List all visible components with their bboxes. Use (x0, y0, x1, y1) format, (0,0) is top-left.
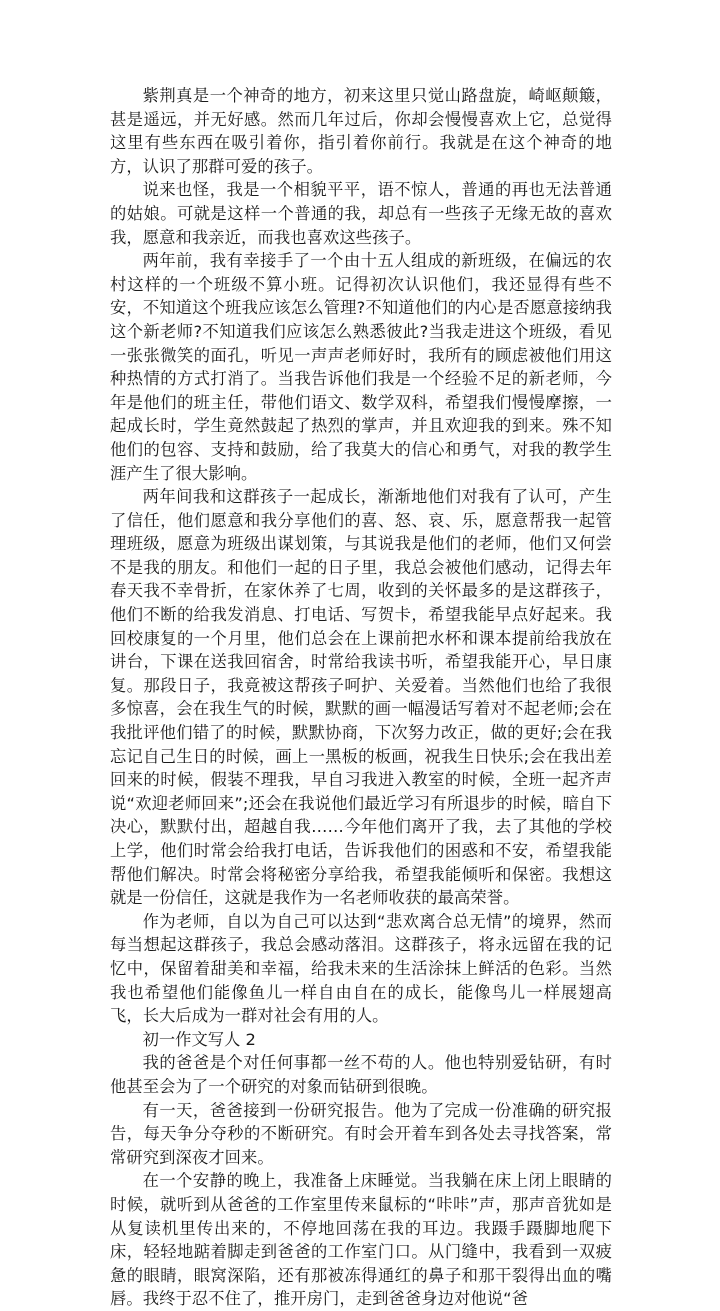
section-heading: 初一作文写人 2 (142, 1029, 256, 1049)
paragraph-4: 两年间我和这群孩子一起成长，渐渐地他们对我有了认可，产生了信任，他们愿意和我分享他们的喜、怒、哀、乐，愿意帮我一起管理班级，愿意为班级出谋划策，与其说我是他们的老师，他们又何尝不是我的朋友。和他们一起的日子里，我总会被他们感动，记得去年春天我不幸骨折，在家休养了七周，收到的关怀最多的是这群孩子，他们不断的给我发消息、打电话、写贺卡，希望我能早点好起来。我回校康复的一个月里，他们总会在上课前把水杯和课本提前给我放在讲台，下课在送我回宿舍，时常给我读书听，希望我能开心，早日康复。那段日子，我竟被这帮孩子呵护、关爱着。当然他们也给了我很多惊喜，会在我生气的时候，默默的画一幅漫话写着对不起老师;会在我批评他们错了的时候，默默协商，下次努力改正，做的更好;会在我忘记自己生日的时候，画上一黑板的板画，祝我生日快乐;会在我出差回来的时候，假装不理我，早自习我进入教室的时候，全班一起齐声说“欢迎老师回来”;还会在我说他们最近学习有所退步的时候，暗自下决心，默默付出，超越自我……今年他们离开了我，去了其他的学校上学，他们时常会给我打电话，告诉我他们的困惑和不安，希望我能帮他们解决。时常会将秘密分享给我，希望我能倾听和保密。我想这就是一份信任，这就是我作为一名老师收获的最高荣誉。 (110, 487, 612, 908)
paragraph-3: 两年前，我有幸接手了一个由十五人组成的新班级，在偏远的农村这样的一个班级不算小班。记得初次认识他们，我还显得有些不安，不知道这个班我应该怎么管理?不知道他们的内心是否愿意接纳我这个新老师?不知道我们应该怎么熟悉彼此?当我走进这个班级，看见一张张微笑的面孔，听见一声声老师好时，我所有的顾虑被他们用这种热情的方式打消了。当我告诉他们我是一个经验不足的新老师，今年是他们的班主任，带他们语文、数学双科，希望我们慢慢摩擦，一起成长时，学生竟然鼓起了热烈的掌声，并且欢迎我的到来。殊不知他们的包容、支持和鼓励，给了我莫大的信心和勇气，对我的教学生涯产生了很大影响。 (110, 251, 612, 483)
paragraph-1: 紫荆真是一个神奇的地方，初来这里只觉山路盘旋，崎岖颠簸，甚是遥远，并无好感。然而几年过后，你却会慢慢喜欢上它，总觉得这里有些东西在吸引着你，指引着你前行。我就是在这个神奇的地方，认识了那群可爱的孩子。 (110, 86, 612, 176)
paragraph-6: 我的爸爸是个对任何事都一丝不苟的人。他也特别爱钻研，有时他甚至会为了一个研究的对象而钻研到很晚。 (110, 1053, 612, 1096)
paragraph-8: 在一个安静的晚上，我准备上床睡觉。当我躺在床上闭上眼睛的时候，就听到从爸爸的工作室里传来鼠标的“咔咔”声，那声音犹如是从复读机里传出来的，不停地回荡在我的耳边。我蹑手蹑脚地爬下床，轻轻地踮着脚走到爸爸的工作室门口。从门缝中，我看到一双疲惫的眼睛，眼窝深陷，还有那被冻得通红的鼻子和那干裂得出血的嘴唇。我终于忍不住了，推开房门，走到爸爸身边对他说“爸 (110, 1171, 612, 1309)
paragraph-7: 有一天，爸爸接到一份研究报告。他为了完成一份准确的研究报告，每天争分夺秒的不断研究。有时会开着车到各处去寻找答案，常常研究到深夜才回来。 (110, 1100, 612, 1167)
document-body (110, 84, 612, 1311)
paragraph-2: 说来也怪，我是一个相貌平平，语不惊人，普通的再也无法普通的姑娘。可就是这样一个普通的我，却总有一些孩子无缘无故的喜欢我，愿意和我亲近，而我也喜欢这些孩子。 (110, 180, 612, 247)
paragraph-5: 作为老师，自以为自己可以达到“悲欢离合总无情”的境界，然而每当想起这群孩子，我总会感动落泪。这群孩子，将永远留在我的记忆中，保留着甜美和幸福，给我未来的生活涂抹上鲜活的色彩。当然我也希望他们能像鱼儿一样自由自在的成长，能像鸟儿一样展翅高飞，长大后成为一群对社会有用的人。 (110, 911, 612, 1026)
